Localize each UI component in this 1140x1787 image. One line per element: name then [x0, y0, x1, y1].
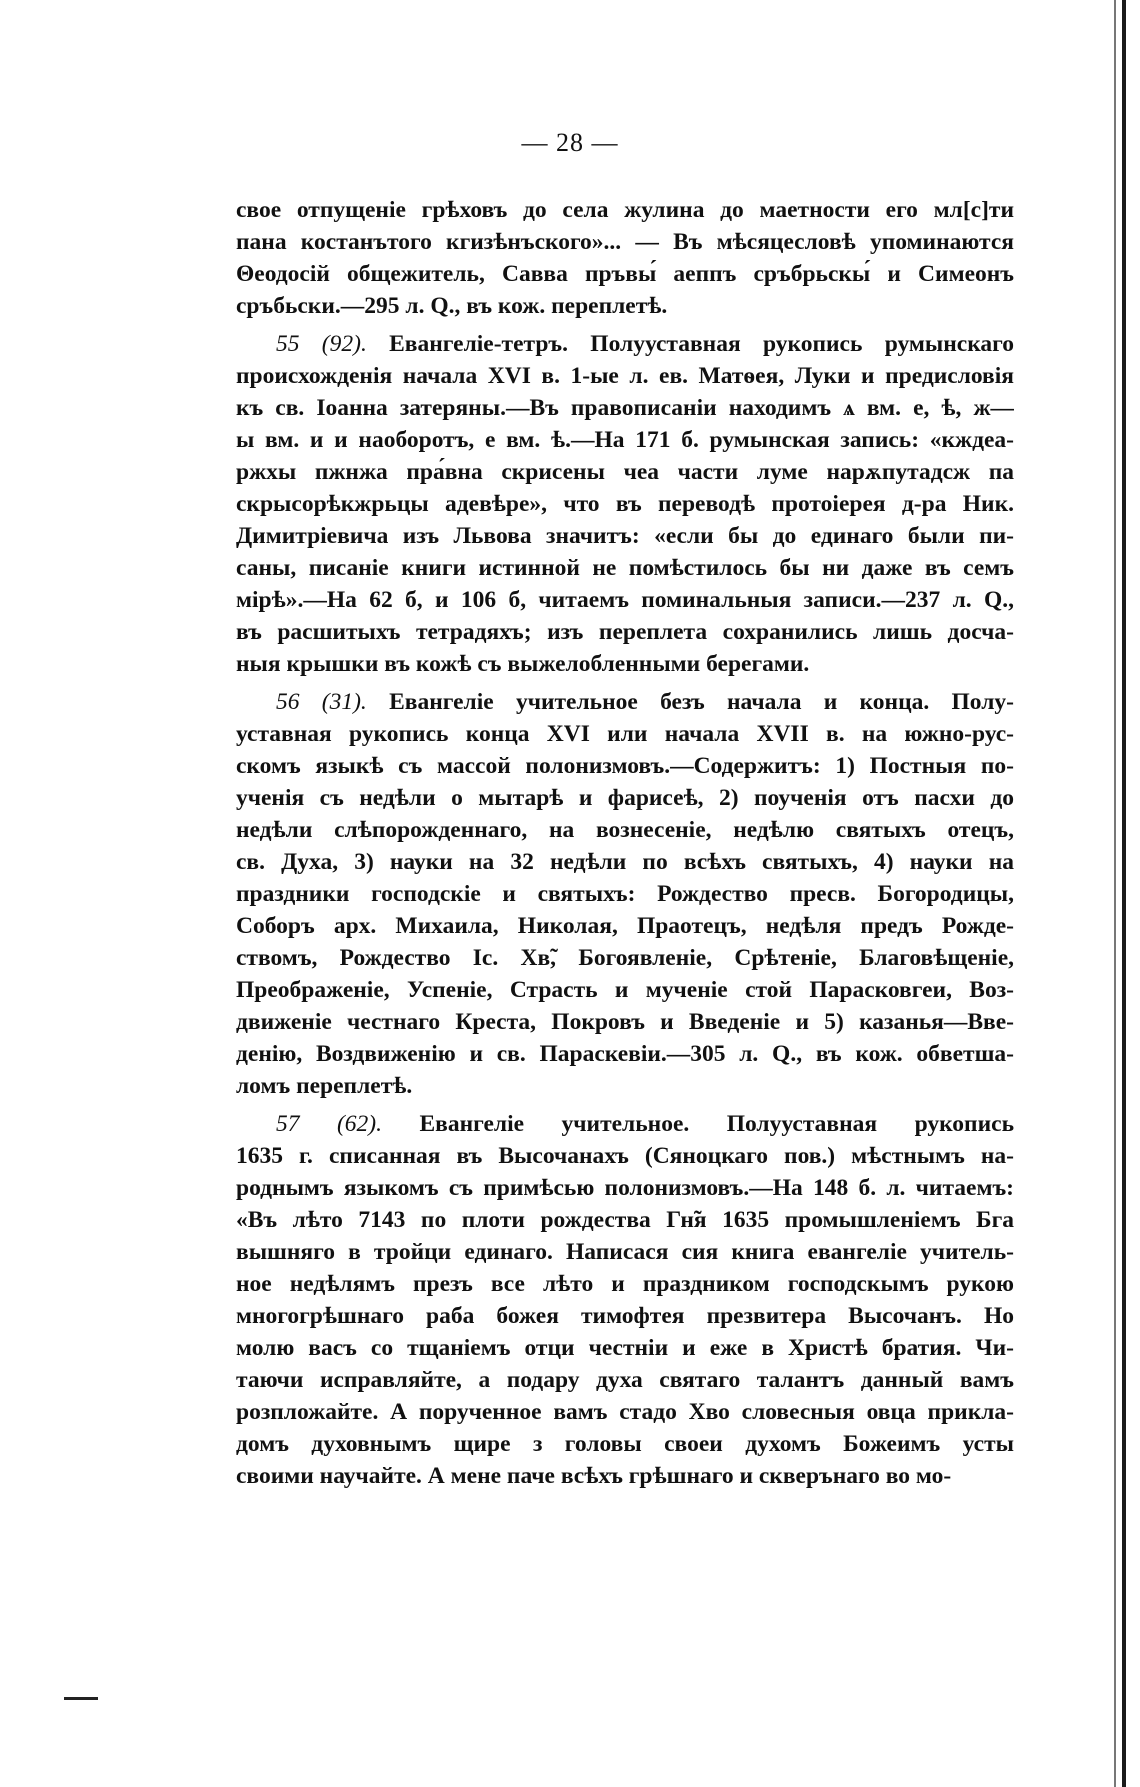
text-line: [236, 488, 1014, 520]
line-text: ное недѣлямъ презъ все лѣто и праздником господскымъ рукою: [236, 1271, 1014, 1297]
paragraph: [236, 328, 1014, 680]
page-edge-line: [1122, 0, 1126, 1787]
line-text: молю васъ со тщаніемъ отци честніи и еже в Христѣ братия. Чи-: [236, 1335, 1014, 1361]
line-text: недѣли слѣпорожденнаго, на вознесеніе, недѣлю святыхъ отецъ,: [236, 817, 1014, 843]
line-text: ломъ переплетѣ.: [236, 1073, 413, 1099]
text-line: [236, 1428, 1014, 1460]
text-line: [236, 1396, 1014, 1428]
text-line: [236, 258, 1014, 290]
text-line: [236, 974, 1014, 1006]
line-text: розпложайте. А порученное вамъ стадо Хво словесныя овца прикла-: [236, 1399, 1014, 1425]
text-line: [236, 520, 1014, 552]
line-text: ржхы пжнжа пра́вна скрисены чеа части луме нарѫпутадсж па: [236, 459, 1014, 485]
line-text: домъ духовнымъ щире з головы своеи духомъ Божеимъ усты: [236, 1431, 1014, 1457]
page-number: — 28 —: [521, 128, 619, 157]
line-text: происхожденія начала XVI в. 1-ые л. ев. Матѳея, Луки и предисловія: [236, 363, 1014, 389]
line-text: скомъ языкѣ съ массой полонизмовъ.—Содержитъ: 1) Постныя по-: [236, 753, 1014, 779]
paragraph: [236, 1108, 1014, 1492]
line-text: сръбьски.—295 л. Q., въ кож. переплетѣ.: [236, 293, 668, 319]
text-line: [236, 1236, 1014, 1268]
line-text: Преображеніе, Успеніе, Страсть и мученіе стой Парасковгеи, Воз-: [236, 977, 1014, 1003]
paragraph: [236, 194, 1014, 322]
line-text: св. Духа, 3) науки на 32 недѣли по всѣхъ святыхъ, 4) науки на: [236, 849, 1014, 875]
text-line: [236, 910, 1014, 942]
line-text: саны, писаніе книги истинной не помѣстилось бы ни даже въ семъ: [236, 555, 1014, 581]
text-line: [236, 1070, 1014, 1102]
text-line: [236, 226, 1014, 258]
text-line: [236, 782, 1014, 814]
text-line: [236, 718, 1014, 750]
text-line: [236, 290, 1014, 322]
paragraph: [236, 686, 1014, 1102]
line-text: ствомъ, Рождество Іс. Хв̃, Богоявленіе, Срѣтеніе, Благовѣщеніе,: [236, 945, 1014, 971]
text-line: [236, 1006, 1014, 1038]
line-text: праздники господскіе и святыхъ: Рождество пресв. Богородицы,: [236, 881, 1014, 907]
line-text: ныя крышки въ кожѣ съ выжелобленными берегами.: [236, 651, 810, 677]
text-line: [236, 194, 1014, 226]
text-line: [236, 1300, 1014, 1332]
text-line: [236, 424, 1014, 456]
text-line: [236, 1332, 1014, 1364]
text-line: [236, 616, 1014, 648]
text-line: [236, 814, 1014, 846]
text-line: [236, 1108, 1014, 1140]
line-text: мірѣ».—На 62 б, и 106 б, читаемъ поминальныя записи.—237 л. Q.,: [236, 587, 1014, 613]
line-text: ы вм. и и наоборотъ, е вм. ѣ.—На 171 б. румынская запись: «кждеа-: [236, 427, 1014, 453]
text-line: [236, 328, 1014, 360]
line-text: уставная рукопись конца XVI или начала XVII в. на южно-рус-: [236, 721, 1014, 747]
line-text: Θеодосій общежитель, Савва пръвы́ аеппъ сръбрьскы́ и Симеонъ: [236, 261, 1014, 287]
text-line: [236, 1172, 1014, 1204]
line-text: Евангеліе учительное безъ начала и конца. Полу-: [389, 689, 1014, 715]
text-line: [236, 846, 1014, 878]
line-text: вышняго в тройци единаго. Написася сия книга евангеліе учитель-: [236, 1239, 1014, 1265]
line-text: многогрѣшнаго раба божея тимофтея презвитера Высочанъ. Но: [236, 1303, 1014, 1329]
body-text: [236, 194, 1014, 1492]
line-text: своими научайте. А мене паче всѣхъ грѣшнаго и скверънаго во мо-: [236, 1463, 952, 1489]
text-line: [236, 750, 1014, 782]
text-line: [236, 392, 1014, 424]
line-text: роднымъ языкомъ съ примѣсью полонизмовъ.—На 148 б. л. читаемъ:: [236, 1175, 1014, 1201]
text-line: [236, 552, 1014, 584]
text-line: [236, 1140, 1014, 1172]
page-edge-shadow: [1114, 0, 1116, 1787]
text-line: [236, 1204, 1014, 1236]
text-line: [236, 584, 1014, 616]
line-text: къ св. Іоанна затеряны.—Въ правописаніи находимъ ѧ вм. е, ѣ, ж—: [236, 395, 1014, 421]
text-line: [236, 686, 1014, 718]
text-line: [236, 878, 1014, 910]
text-line: [236, 1460, 1014, 1492]
line-text: таючи исправляйте, а подару духа святаго талантъ данный вамъ: [236, 1367, 1014, 1393]
line-text: «Въ лѣто 7143 по плоти рождества Гн̃я 1635 промышленіемъ Бга: [236, 1207, 1014, 1233]
line-text: пана костанътого кгизѣнъского»... — Въ мѣсяцесловѣ упоминаются: [236, 229, 1014, 255]
text-line: [236, 360, 1014, 392]
entry-number: 56 (31).: [276, 689, 367, 715]
text-line: [236, 1038, 1014, 1070]
entry-number: 57 (62).: [276, 1111, 382, 1137]
line-text: въ расшитыхъ тетрадяхъ; изъ переплета сохранились лишь досча-: [236, 619, 1014, 645]
text-line: [236, 942, 1014, 974]
entry-number: 55 (92).: [276, 331, 367, 357]
text-line: [236, 1364, 1014, 1396]
line-text: ученія съ недѣли о мытарѣ и фарисеѣ, 2) поученія отъ пасхи до: [236, 785, 1014, 811]
text-line: [236, 648, 1014, 680]
line-text: Димитріевича изъ Львова значитъ: «если бы до единаго были пи-: [236, 523, 1014, 549]
text-line: [236, 456, 1014, 488]
line-text: движеніе честнаго Креста, Покровъ и Введеніе и 5) казанья—Вве-: [236, 1009, 1014, 1035]
line-text: Соборъ арх. Михаила, Николая, Праотецъ, недѣля предъ Рожде-: [236, 913, 1014, 939]
text-line: [236, 1268, 1014, 1300]
line-text: 1635 г. списанная въ Высочанахъ (Сяноцкаго пов.) мѣстнымъ на-: [236, 1143, 1014, 1169]
margin-mark: [64, 1697, 98, 1700]
line-text: скрысорѣкжрьцы адевѣре», что въ переводѣ протоіерея д-ра Ник.: [236, 491, 1014, 517]
line-text: денію, Воздвиженію и св. Параскевіи.—305 л. Q., въ кож. обветша-: [236, 1041, 1014, 1067]
line-text: свое отпущеніе грѣховъ до села жулина до маетности его мл[с]ти: [236, 197, 1014, 223]
line-text: Евангеліе учительное. Полууставная рукопись: [419, 1111, 1014, 1137]
line-text: Евангеліе-тетръ. Полууставная рукопись румынскаго: [389, 331, 1014, 357]
